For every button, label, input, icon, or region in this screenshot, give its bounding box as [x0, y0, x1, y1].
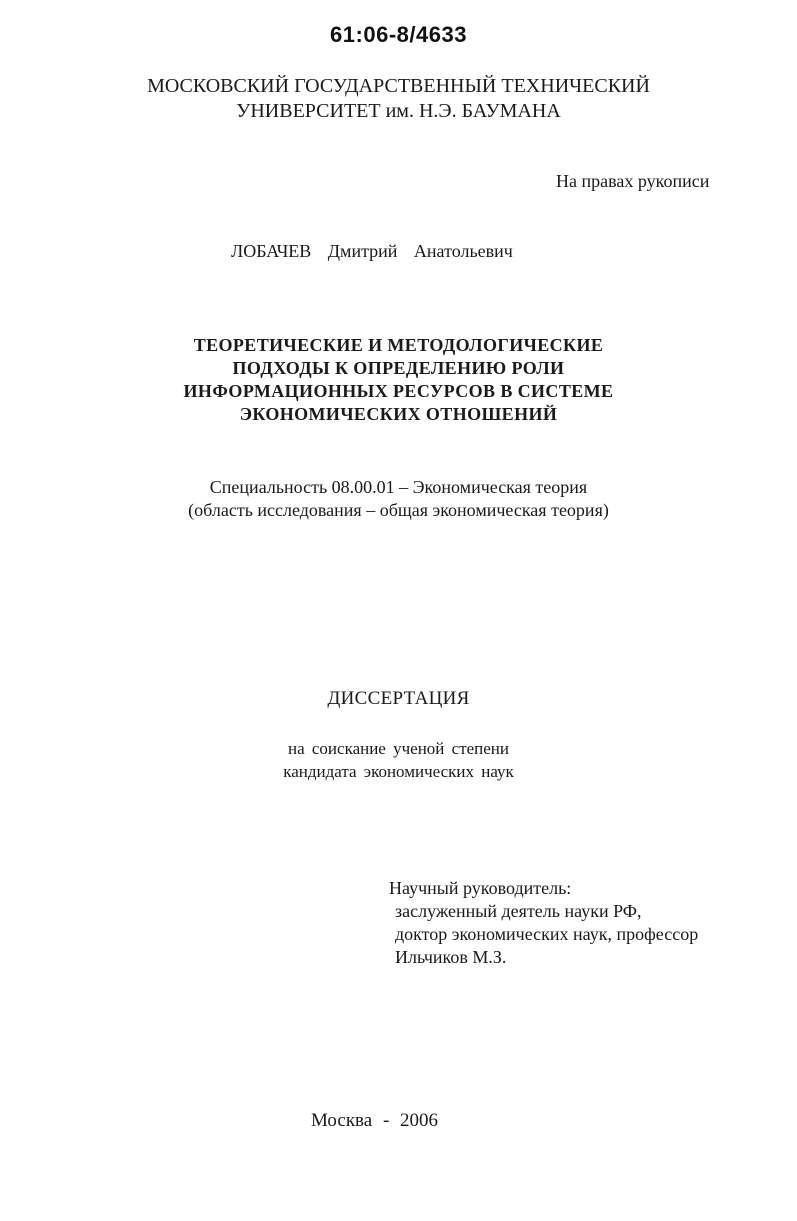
university-name-line-1: МОСКОВСКИЙ ГОСУДАРСТВЕННЫЙ ТЕХНИЧЕСКИЙ: [147, 75, 650, 97]
rights-note: На правах рукописи: [556, 171, 710, 191]
place-year: Москва - 2006: [311, 1110, 439, 1131]
specialty-block: [0, 476, 797, 522]
supervisor-name: Ильчиков М.З.: [395, 947, 507, 967]
degree-line-1: на соискание ученой степени: [287, 739, 510, 758]
author-name: ЛОБАЧЕВ Дмитрий Анатольевич: [231, 241, 513, 261]
research-area-line: (область исследования – общая экономическая теория): [188, 500, 609, 520]
dissertation-title: [0, 334, 797, 426]
supervisor-title-line-1: заслуженный деятель науки РФ,: [395, 901, 642, 921]
supervisor-title-line-2: доктор экономических наук, профессор: [395, 924, 699, 944]
title-line: ПОДХОДЫ К ОПРЕДЕЛЕНИЮ РОЛИ: [232, 358, 565, 378]
university-name-line-2: УНИВЕРСИТЕТ им. Н.Э. БАУМАНА: [236, 100, 561, 122]
supervisor-label: Научный руководитель:: [389, 878, 572, 898]
degree-block: [0, 737, 797, 783]
title-line: ТЕОРЕТИЧЕСКИЕ И МЕТОДОЛОГИЧЕСКИЕ: [193, 335, 604, 355]
document-type: ДИССЕРТАЦИЯ: [327, 688, 470, 709]
catalog-number: 61:06-8/4633: [330, 22, 467, 47]
supervisor-block: [389, 877, 698, 969]
degree-line-2: кандидата экономических наук: [283, 762, 514, 781]
specialty-line: Специальность 08.00.01 – Экономическая теория: [209, 477, 588, 497]
title-line: ИНФОРМАЦИОННЫХ РЕСУРСОВ В СИСТЕМЕ: [183, 381, 614, 401]
title-line: ЭКОНОМИЧЕСКИХ ОТНОШЕНИЙ: [239, 404, 558, 424]
